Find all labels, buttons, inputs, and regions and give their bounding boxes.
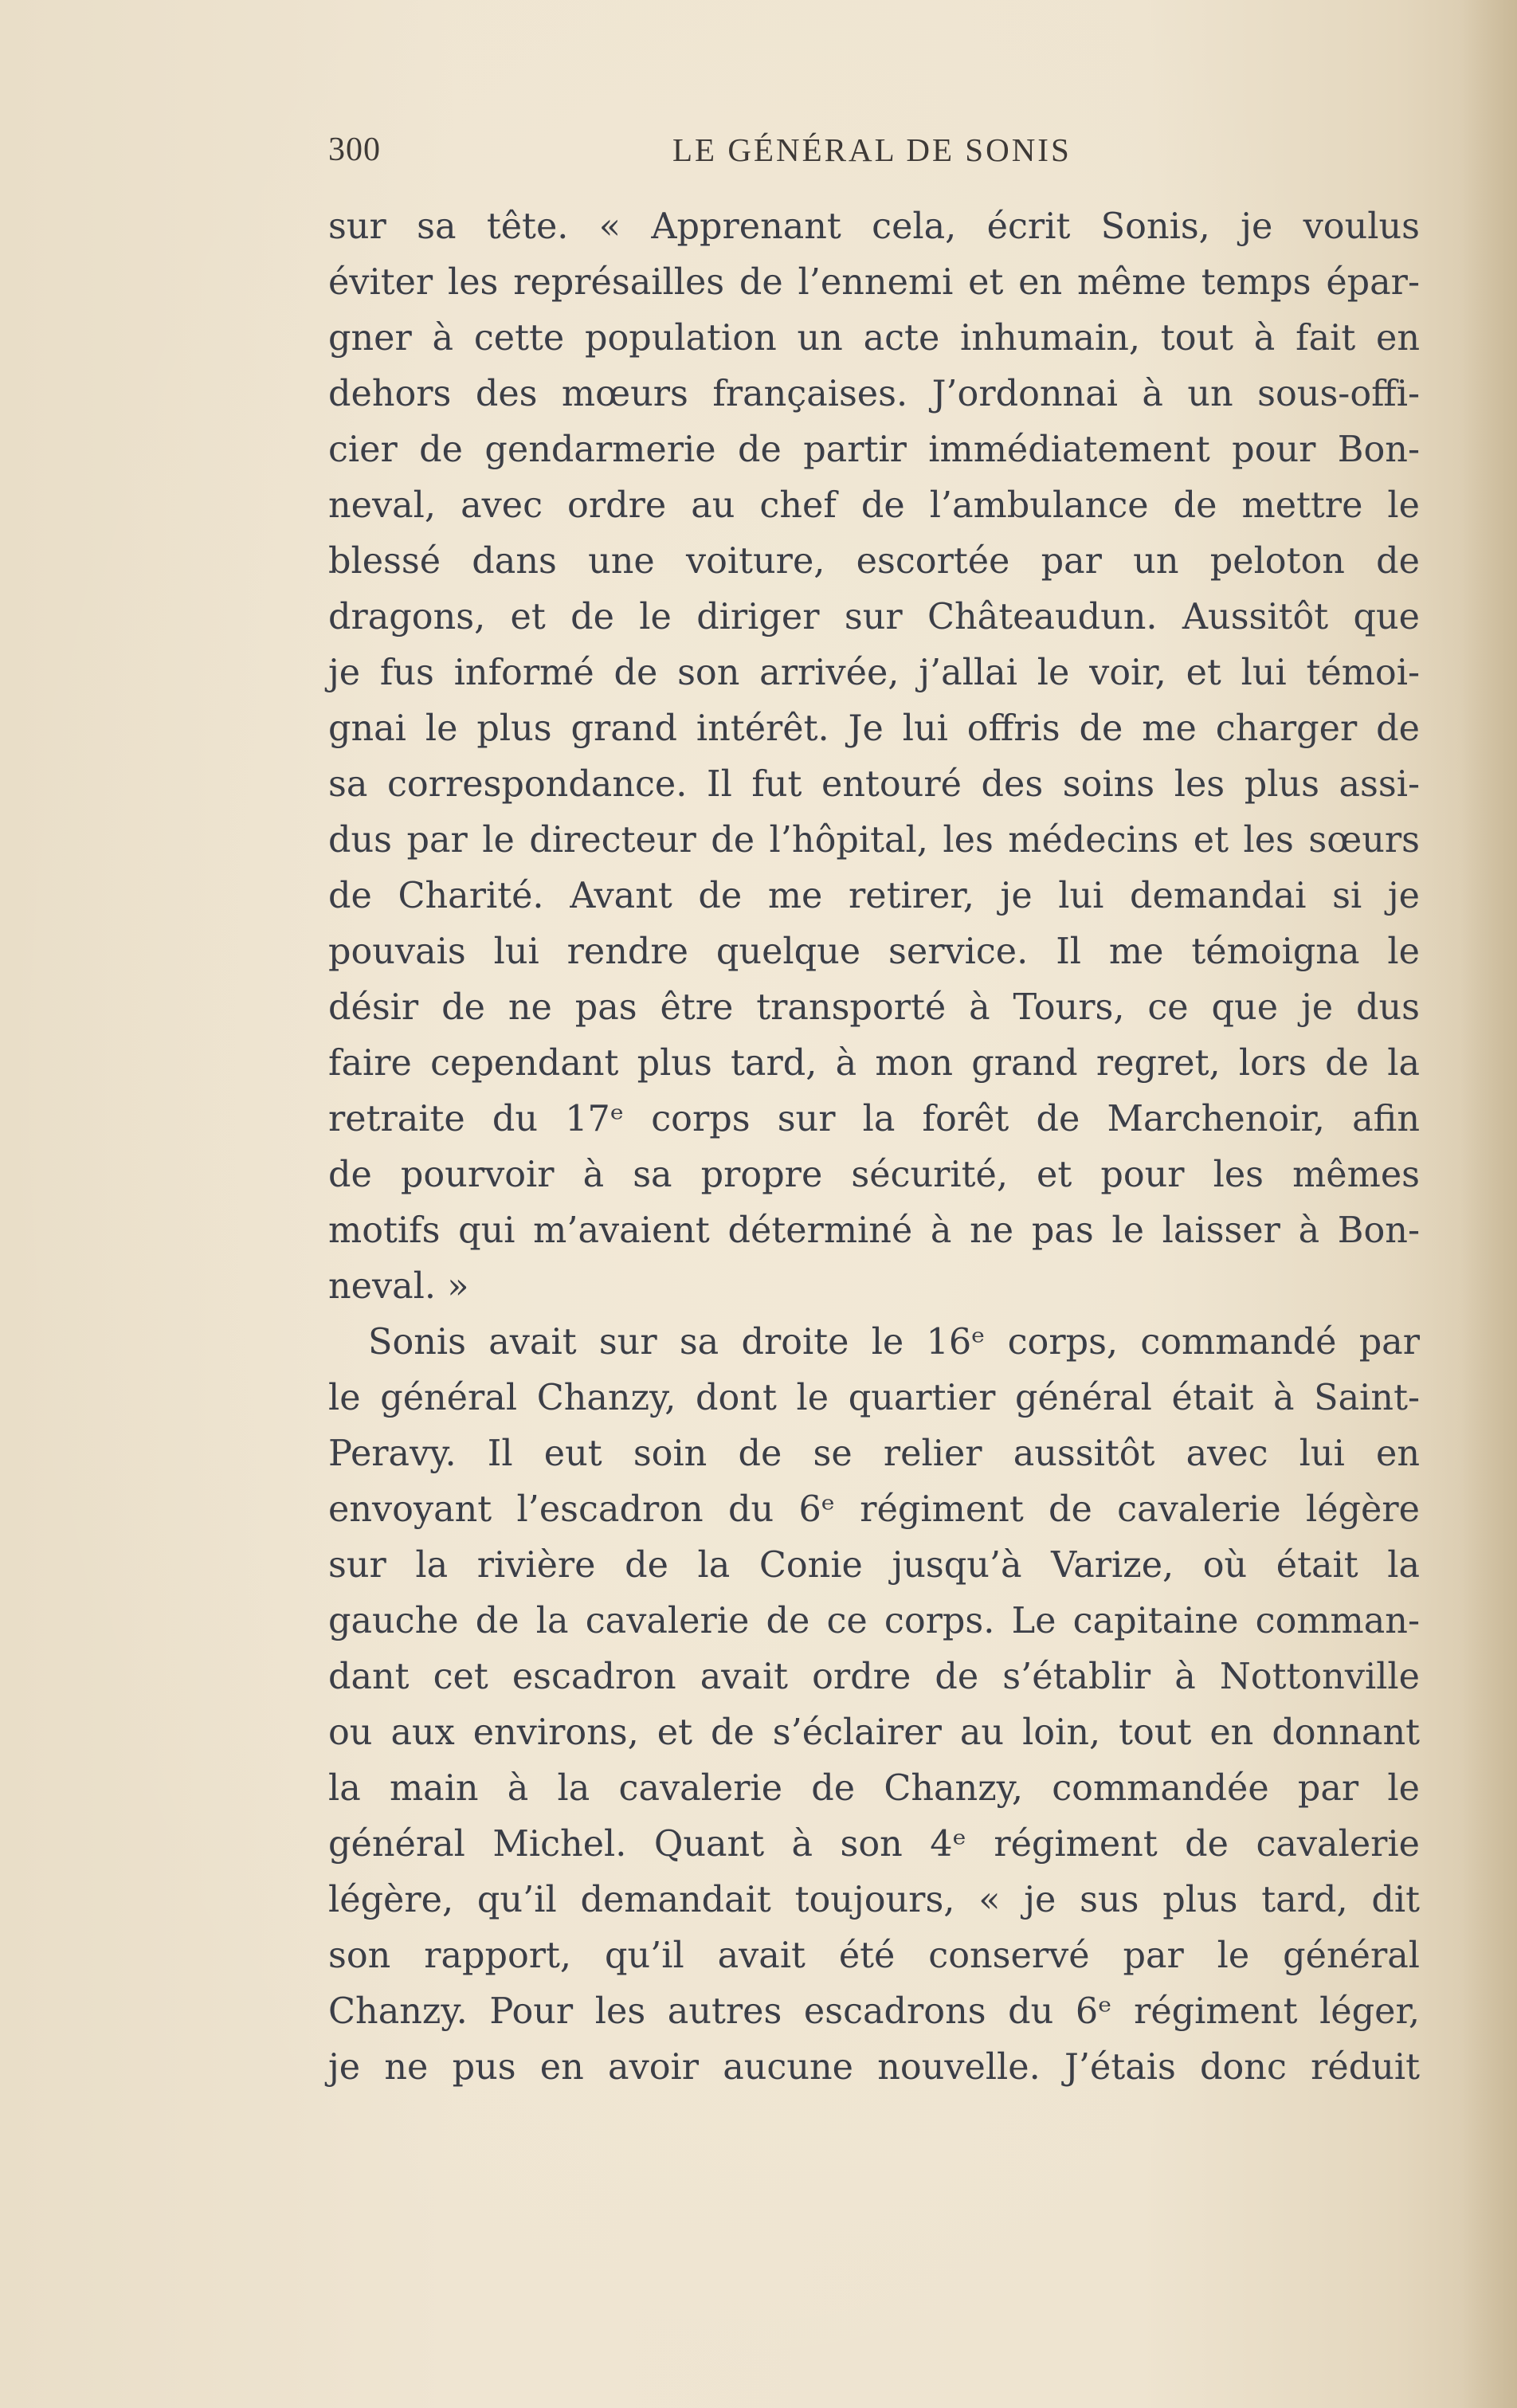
text-line: Peravy. Il eut soin de se relier aussitôt avec lui en: [328, 1433, 1420, 1474]
text-line: je ne pus en avoir aucune nouvelle. J’étais donc réduit: [328, 2047, 1420, 2088]
text-line-paragraph-end: neval. »: [328, 1266, 469, 1307]
text-line: ou aux environs, et de s’éclairer au loin, tout en donnant: [328, 1712, 1420, 1753]
text-line: pouvais lui rendre quelque service. Il me témoigna le: [328, 931, 1420, 972]
text-line: motifs qui m’avaient déterminé à ne pas le laisser à Bon-: [328, 1210, 1420, 1251]
text-line: éviter les représailles de l’ennemi et en même temps épar-: [328, 262, 1420, 303]
text-line: sur la rivière de la Conie jusqu’à Varize, où était la: [328, 1545, 1420, 1586]
text-line: la main à la cavalerie de Chanzy, commandée par le: [328, 1768, 1420, 1809]
text-line: son rapport, qu’il avait été conservé par le général: [328, 1935, 1420, 1976]
text-line: blessé dans une voiture, escortée par un peloton de: [328, 541, 1420, 582]
text-line: légère, qu’il demandait toujours, « je sus plus tard, dit: [328, 1880, 1420, 1920]
text-line: je fus informé de son arrivée, j’allai le voir, et lui témoi-: [328, 653, 1420, 693]
running-title: LE GÉNÉRAL DE SONIS: [672, 131, 1072, 168]
text-line: cier de gendarmerie de partir immédiatement pour Bon-: [328, 429, 1420, 470]
text-line: gner à cette population un acte inhumain, tout à fait en: [328, 318, 1420, 359]
page-header: [328, 131, 1420, 174]
text-line: envoyant l’escadron du 6ᵉ régiment de cavalerie légère: [328, 1489, 1420, 1530]
text-line: gnai le plus grand intérêt. Je lui offris de me charger de: [328, 708, 1420, 749]
text-line: de pourvoir à sa propre sécurité, et pour les mêmes: [328, 1155, 1420, 1195]
page-number: 300: [328, 131, 381, 168]
text-line: retraite du 17ᵉ corps sur la forêt de Marchenoir, afin: [328, 1099, 1420, 1139]
text-line: dant cet escadron avait ordre de s’établir à Nottonville: [328, 1657, 1420, 1697]
text-line: désir de ne pas être transporté à Tours, ce que je dus: [328, 987, 1420, 1028]
text-line: général Michel. Quant à son 4ᵉ régiment de cavalerie: [328, 1824, 1420, 1865]
text-line: Chanzy. Pour les autres escadrons du 6ᵉ régiment léger,: [328, 1991, 1420, 2032]
text-line: faire cependant plus tard, à mon grand regret, lors de la: [328, 1043, 1420, 1084]
text-line: sa correspondance. Il fut entouré des soins les plus assi-: [328, 764, 1420, 805]
text-line: dehors des mœurs françaises. J’ordonnai à un sous-offi-: [328, 374, 1420, 414]
text-line: dus par le directeur de l’hôpital, les médecins et les sœurs: [328, 820, 1420, 861]
text-line: le général Chanzy, dont le quartier général était à Saint-: [328, 1378, 1420, 1418]
text-line: gauche de la cavalerie de ce corps. Le capitaine comman-: [328, 1601, 1420, 1641]
text-line: neval, avec ordre au chef de l’ambulance de mettre le: [328, 485, 1420, 526]
text-line: sur sa tête. « Apprenant cela, écrit Sonis, je voulus: [328, 206, 1420, 247]
text-line: de Charité. Avant de me retirer, je lui demandai si je: [328, 876, 1420, 916]
text-line-paragraph-start: Sonis avait sur sa droite le 16ᵉ corps, commandé par: [368, 1322, 1420, 1363]
body-text: [328, 199, 1420, 2096]
page-gutter-shadow: [1461, 0, 1517, 2408]
text-line: dragons, et de le diriger sur Châteaudun. Aussitôt que: [328, 597, 1420, 637]
